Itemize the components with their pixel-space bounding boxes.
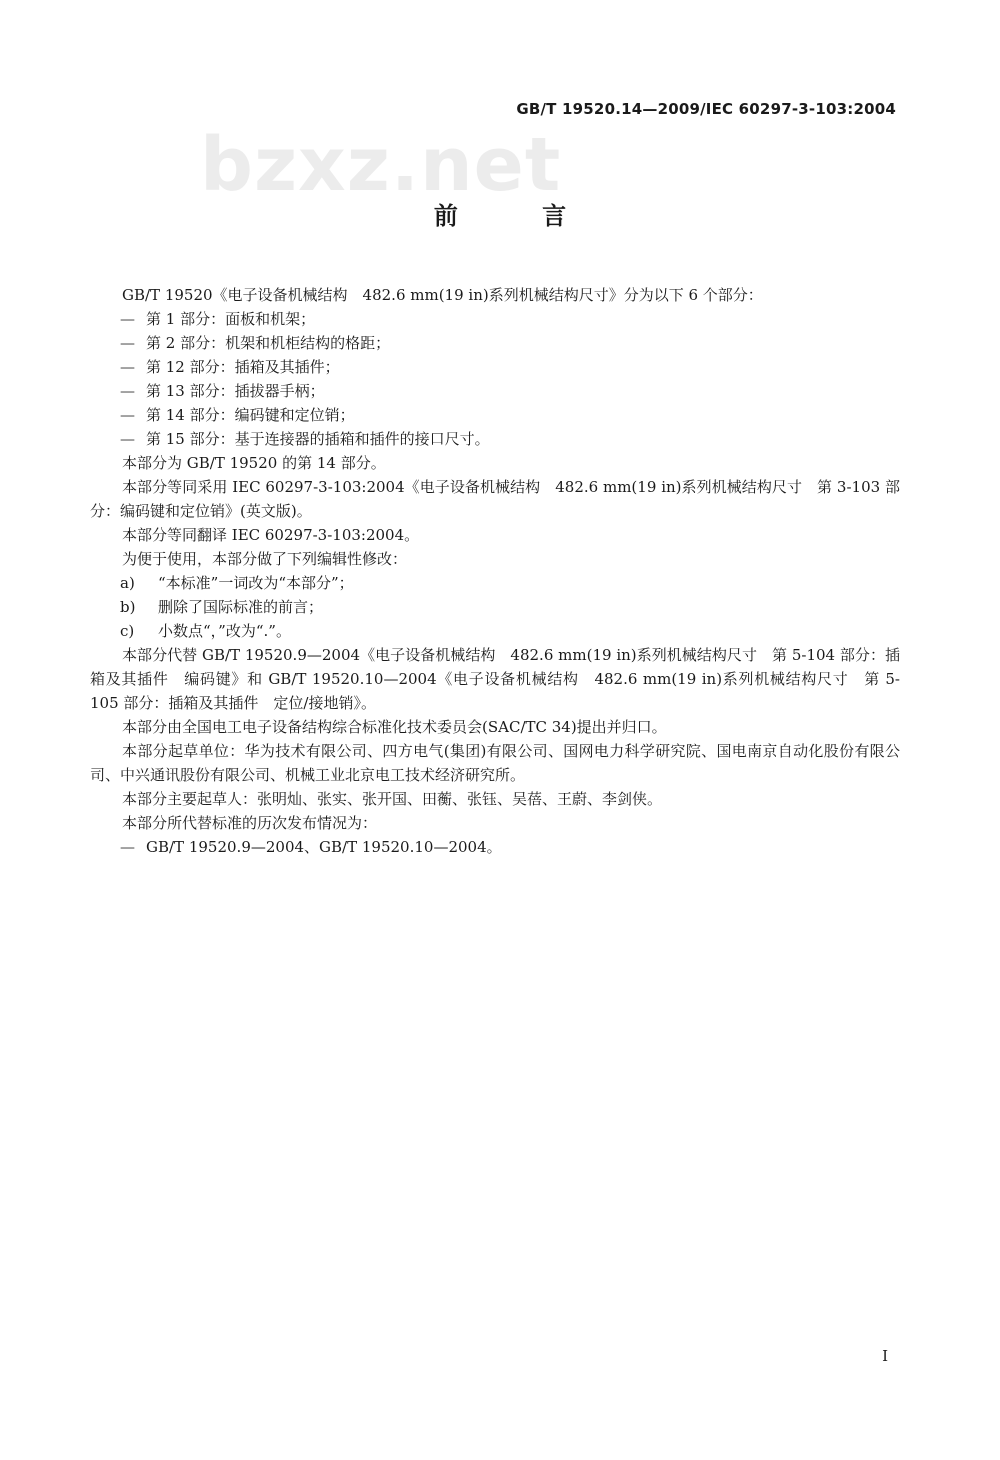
history-text: GB/T 19520.9—2004、GB/T 19520.10—2004。 bbox=[146, 838, 502, 856]
paragraph: 为便于使用，本部分做了下列编辑性修改： bbox=[122, 550, 408, 568]
paragraph: 本部分主要起草人：张明灿、张实、张开国、田蘅、张钰、吴蓓、王蔚、李剑侠。 bbox=[122, 790, 663, 808]
standard-number-header: GB/T 19520.14—2009/IEC 60297-3-103:2004 bbox=[516, 100, 896, 118]
paragraph: 本部分所代替标准的历次发布情况为： bbox=[122, 814, 378, 832]
list-marker: b) bbox=[120, 598, 136, 616]
part-label: 第 2 部分：机架和机柜结构的格距； bbox=[146, 334, 391, 352]
intro-paragraph: GB/T 19520《电子设备机械结构 482.6 mm(19 in)系列机械结构尺寸》分为以下 6 个部分： bbox=[122, 286, 763, 304]
list-item bbox=[90, 307, 900, 331]
paragraph: 本部分代替 GB/T 19520.9—2004《电子设备机械结构 482.6 mm(19 in)系列机械结构尺寸 第 5-104 部分：插箱及其插件 编码键》和 GB/T 19520.10—2004《电子设备机械结构 482.6 mm(19 in)系列机械结构尺寸 第 5-105 部分：插箱及其插件 定位/接地销》。 bbox=[90, 646, 900, 712]
part-label: 第 14 部分：编码键和定位销； bbox=[146, 406, 355, 424]
part-label: 第 13 部分：插拔器手柄； bbox=[146, 382, 325, 400]
list-item bbox=[90, 331, 900, 355]
list-item bbox=[90, 355, 900, 379]
page-title: 前 言 bbox=[433, 202, 605, 230]
paragraph: 本部分等同采用 IEC 60297-3-103:2004《电子设备机械结构 482.6 mm(19 in)系列机械结构尺寸 第 3-103 部分：编码键和定位销》(英文版)。 bbox=[90, 478, 900, 520]
dash-marker: — bbox=[120, 430, 135, 448]
document-body bbox=[90, 283, 900, 859]
paragraph: 本部分为 GB/T 19520 的第 14 部分。 bbox=[122, 454, 386, 472]
paragraph: 本部分起草单位：华为技术有限公司、四方电气(集团)有限公司、国网电力科学研究院、国电南京自动化股份有限公司、中兴通讯股份有限公司、机械工业北京电工技术经济研究所。 bbox=[90, 742, 900, 784]
page-number: I bbox=[882, 1347, 888, 1365]
part-label: 第 1 部分：面板和机架； bbox=[146, 310, 316, 328]
list-item bbox=[90, 571, 900, 595]
dash-marker: — bbox=[120, 334, 135, 352]
list-item bbox=[90, 427, 900, 451]
paragraph: 本部分由全国电工电子设备结构综合标准化技术委员会(SAC/TC 34)提出并归口。 bbox=[122, 718, 667, 736]
part-label: 第 15 部分：基于连接器的插箱和插件的接口尺寸。 bbox=[146, 430, 490, 448]
list-marker: c) bbox=[120, 622, 135, 640]
dash-marker: — bbox=[120, 310, 135, 328]
dash-marker: — bbox=[120, 358, 135, 376]
paragraph: 本部分等同翻译 IEC 60297-3-103:2004。 bbox=[122, 526, 420, 544]
edit-text: 小数点“，”改为“.”。 bbox=[158, 622, 291, 640]
list-marker: a) bbox=[120, 574, 135, 592]
list-item bbox=[90, 595, 900, 619]
part-label: 第 12 部分：插箱及其插件； bbox=[146, 358, 340, 376]
list-item bbox=[90, 403, 900, 427]
edit-text: 删除了国际标准的前言； bbox=[158, 598, 324, 616]
dash-marker: — bbox=[120, 838, 135, 856]
edit-text: “本标准”一词改为“本部分”； bbox=[158, 574, 354, 592]
list-item bbox=[90, 835, 900, 859]
list-item bbox=[90, 619, 900, 643]
list-item bbox=[90, 379, 900, 403]
dash-marker: — bbox=[120, 382, 135, 400]
dash-marker: — bbox=[120, 406, 135, 424]
watermark-text: bzxz.net bbox=[200, 122, 562, 208]
